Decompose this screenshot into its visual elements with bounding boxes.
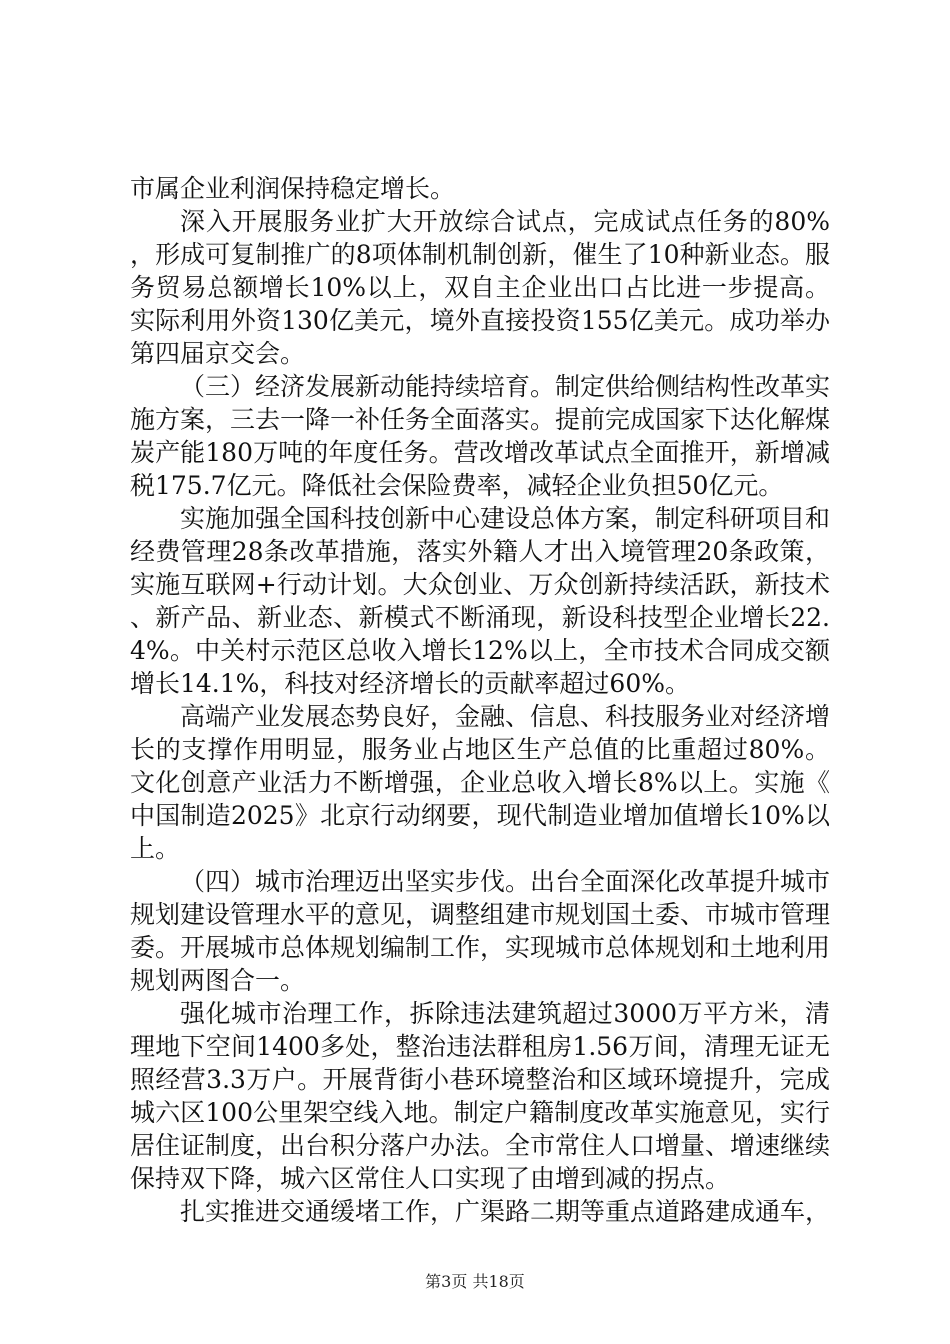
paragraph-traffic: 扎实推进交通缓堵工作，广渠路二期等重点道路建成通车， (180, 1197, 831, 1226)
paragraph-tech-innovation: 实施加强全国科技创新中心建设总体方案，制定科研项目和经费管理28条改革措施，落实外籍人才出入境管理20条政策，实施互联网+行动计划。大众创业、万众创新持续活跃，新技术、新产品、新业态、新模式不断涌现，新设科技型企业增长22.4%。中关村示范区总收入增长12%以上，全市技术合同成交额增长14.1%，科技对经济增长的贡献率超过60%。 (130, 504, 831, 698)
paragraph-city-governance: 强化城市治理工作，拆除违法建筑超过3000万平方米，清理地下空间1400多处，整治违法群租房1.56万间，清理无证无照经营3.3万户。开展背街小巷环境整治和区域环境提升，完成城六区100公里架空线入地。制定户籍制度改革实施意见，实行居住证制度，出台积分落户办法。全市常住人口增量、增速继续保持双下降，城六区常住人口实现了由增到减的拐点。 (130, 999, 831, 1193)
document-body (130, 172, 830, 1228)
paragraph-service-trade: 深入开展服务业扩大开放综合试点，完成试点任务的80%，形成可复制推广的8项体制机制创新，催生了10种新业态。服务贸易总额增长10%以上，双自主企业出口占比进一步提高。实际利用外资130亿美元，境外直接投资155亿美元。成功举办第四届京交会。 (130, 207, 830, 368)
paragraph-section-four: （四）城市治理迈出坚实步伐。出台全面深化改革提升城市规划建设管理水平的意见，调整组建市规划国土委、市城市管理委。开展城市总体规划编制工作，实现城市总体规划和土地利用规划两图合一。 (130, 867, 831, 995)
paragraph-high-end-industry: 高端产业发展态势良好，金融、信息、科技服务业对经济增长的支撑作用明显，服务业占地区生产总值的比重超过80%。文化创意产业活力不断增强，企业总收入增长8%以上。实施《中国制造2025》北京行动纲要，现代制造业增加值增长10%以上。 (130, 702, 831, 863)
paragraph-continuation: 市属企业利润保持稳定增长。 (130, 174, 456, 203)
paragraph-section-three: （三）经济发展新动能持续培育。制定供给侧结构性改革实施方案，三去一降一补任务全面落实。提前完成国家下达化解煤炭产能180万吨的年度任务。营改增改革试点全面推开，新增减税175.7亿元。降低社会保险费率，减轻企业负担50亿元。 (130, 372, 831, 500)
page-number-footer: 第3页 共18页 (425, 1272, 525, 1291)
